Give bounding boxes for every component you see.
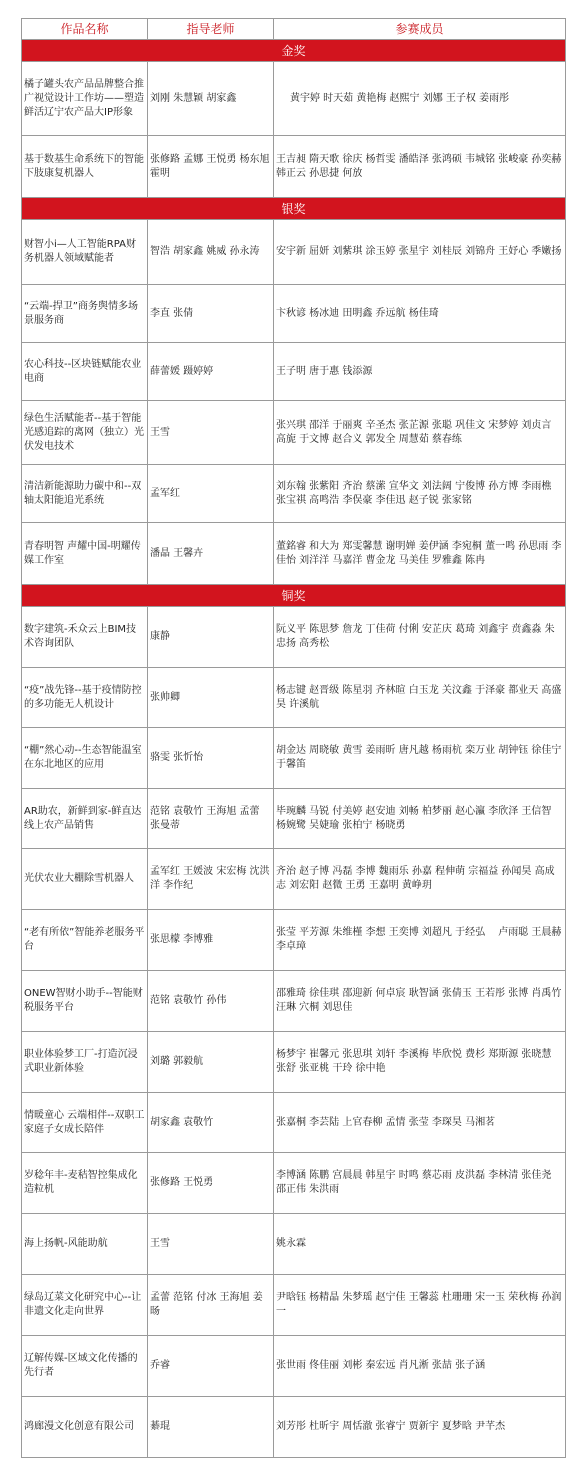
table-row [22, 1336, 566, 1397]
work-name: 绿色生活赋能者--基于智能光感追踪的离网（独立）光伏发电技术 [22, 401, 148, 465]
teacher-names: 刘璐 郭毅航 [148, 1032, 274, 1093]
work-name: AR助农，新鲜到家-鲜直达线上农产品销售 [22, 789, 148, 849]
member-names: 张兴琪 邵洋 于丽爽 辛圣杰 张芷源 张聪 巩佳文 宋梦婷 刘贞言 高旎 于文博 赵合义 郭发全 周慧茹 蔡春练 [274, 401, 566, 465]
table-row [22, 1093, 566, 1153]
teacher-names: 骆雯 张忻怡 [148, 728, 274, 789]
teacher-names: 王雪 [148, 1214, 274, 1275]
teacher-names: 乔睿 [148, 1336, 274, 1397]
table-row [22, 971, 566, 1032]
work-name: 情暖童心 云端相伴--双职工家庭子女成长陪伴 [22, 1093, 148, 1153]
work-name: 岁稔年丰-麦秸智控集成化造粒机 [22, 1153, 148, 1214]
member-names: 张嘉桐 李芸陆 上官春柳 孟情 张莹 李琛昊 马湘茗 [274, 1093, 566, 1153]
teacher-names: 张修路 王悦勇 [148, 1153, 274, 1214]
work-name: 光伏农业大棚除雪机器人 [22, 849, 148, 910]
member-names: 刘芳彤 杜昕宇 周恬澈 张睿宁 贾新宇 夏梦晗 尹芊杰 [274, 1397, 566, 1458]
member-names: 卞秋谚 杨冰迪 田明鑫 乔远航 杨佳琦 [274, 285, 566, 343]
awards-table [21, 18, 566, 1458]
member-names: 胡金达 周晓敏 黄雪 姜雨昕 唐凡越 杨雨杭 栾万业 胡钟钰 徐佳宁 于馨笛 [274, 728, 566, 789]
work-name: 辽解传媒-区域文化传播的先行者 [22, 1336, 148, 1397]
member-names: 张莹 平芳源 朱维槿 李想 王奕博 刘超凡 于经弘 卢雨聪 王晨赫 李卓璋 [274, 910, 566, 971]
table-row [22, 465, 566, 523]
table-row [22, 343, 566, 401]
table-row [22, 1397, 566, 1458]
teacher-names: 范铭 袁敬竹 王海旭 孟蕾 张曼蒂 [148, 789, 274, 849]
member-names: 李博涵 陈鹏 宫晨晨 韩星宇 时鸣 蔡芯雨 皮洪磊 李林清 张佳尧 邵正伟 朱洪雨 [274, 1153, 566, 1214]
member-names: 董銘睿 和大为 郑雯馨慧 谢明婵 姜伊涵 李宛桐 董一鸣 孙思雨 李佳怡 刘洋洋 马嘉洋 曹金龙 马美佳 罗雅鑫 陈冉 [274, 523, 566, 585]
work-name: 基于数基生命系统下的智能下肢康复机器人 [22, 136, 148, 198]
member-names: 齐治 赵子博 冯磊 李博 魏雨乐 孙嘉 程伸萌 宗福益 孙闻昊 高成志 刘宏阳 赵微 王勇 王嘉明 黄峥玥 [274, 849, 566, 910]
work-name: “云端-捍卫”商务舆情多场景服务商 [22, 285, 148, 343]
table-row [22, 849, 566, 910]
table-row [22, 220, 566, 285]
member-names: 安宇新 屈妍 刘紫琪 涂玉婷 张星宇 刘桂辰 刘锦舟 王妤心 季嫩扬 [274, 220, 566, 285]
work-name: 农心科技--区块链赋能农业电商 [22, 343, 148, 401]
work-name: 橘子罐头农产品品牌整合推广视觉设计工作坊——塑造鲜活辽宁农产品大IP形象 [22, 62, 148, 136]
header-work: 作品名称 [22, 19, 148, 40]
member-names: 刘东翰 张紫阳 齐治 蔡潆 宣华文 刘法阔 宁俊博 孙方博 李雨樵 张宝祺 高鸣浩 李俣豪 李佳迅 赵子锐 张家铭 [274, 465, 566, 523]
table-row [22, 62, 566, 136]
table-row [22, 523, 566, 585]
member-names: 尹晗钰 杨精晶 朱梦瑶 赵宁佳 王馨蕊 杜珊珊 宋一玉 荣秋梅 孙润一 [274, 1275, 566, 1336]
teacher-names: 潘晶 王馨卉 [148, 523, 274, 585]
table-row [22, 668, 566, 728]
work-name: 鸿廊漫文化创意有限公司 [22, 1397, 148, 1458]
table-row [22, 1153, 566, 1214]
teacher-names: 孟军红 王媛波 宋宏梅 沈洪洋 李作纪 [148, 849, 274, 910]
work-name: 职业体验梦工厂-打造沉浸式职业新体验 [22, 1032, 148, 1093]
table-row [22, 607, 566, 668]
work-name: “老有所依”智能养老服务平台 [22, 910, 148, 971]
teacher-names: 薛蕾媛 蹑婷婷 [148, 343, 274, 401]
award-row-silver [22, 198, 566, 220]
work-name: 海上扬帆-风能助航 [22, 1214, 148, 1275]
teacher-names: 康静 [148, 607, 274, 668]
teacher-names: 张修路 孟娜 王悦勇 杨东旭 霍明 [148, 136, 274, 198]
member-names: 王子明 唐于惠 钱添源 [274, 343, 566, 401]
member-names: 张世雨 佟佳丽 刘彬 秦宏远 肖凡淅 张喆 张子涵 [274, 1336, 566, 1397]
award-label: 铜奖 [22, 585, 566, 607]
table-row [22, 789, 566, 849]
member-names: 黄宇婷 时天茹 黄艳梅 赵熙宁 刘娜 王子权 姜雨彤 [274, 62, 566, 136]
work-name: 数字建筑-禾众云上BIM技术咨询团队 [22, 607, 148, 668]
header-members: 参赛成员 [274, 19, 566, 40]
header-teacher: 指导老师 [148, 19, 274, 40]
work-name: 绿岛辽菜文化研究中心--让非遗文化走向世界 [22, 1275, 148, 1336]
work-name: 清洁新能源助力碳中和--双轴太阳能追光系统 [22, 465, 148, 523]
member-names: 杨梦宇 崔馨元 张思琪 刘轩 李溪梅 毕欣悦 费杉 郑斯源 张晓慧 张舒 张亚桃 干玲 徐中艳 [274, 1032, 566, 1093]
teacher-names: 胡家鑫 袁敬竹 [148, 1093, 274, 1153]
member-names: 毕琬麟 马锐 付美婷 赵安迪 刘畅 柏梦丽 赵心瀛 李欣泽 王信智 杨婉鹭 吴婕瑜 张柏宁 杨晓勇 [274, 789, 566, 849]
table-row [22, 1214, 566, 1275]
award-label: 金奖 [22, 40, 566, 62]
teacher-names: 智浩 胡家鑫 姚威 孙永涛 [148, 220, 274, 285]
teacher-names: 綦琨 [148, 1397, 274, 1458]
teacher-names: 张思檬 李博雅 [148, 910, 274, 971]
table-row [22, 728, 566, 789]
member-names: 杨志键 赵晋级 陈星羽 齐林暄 白玉龙 关汶鑫 于泽豪 都业天 高盛昊 许溪航 [274, 668, 566, 728]
member-names: 阮义平 陈思梦 詹龙 丁佳荷 付俐 安芷庆 葛琦 刘鑫宇 贲鑫淼 朱忠扬 高秀松 [274, 607, 566, 668]
member-names: 邵雅琦 徐佳琪 邵迎新 何卓宸 耿智涵 张倩玉 王若彤 张博 肖禹竹 汪琳 穴桐 刘思佳 [274, 971, 566, 1032]
table-header-row [22, 19, 566, 40]
teacher-names: 刘刚 朱慧颖 胡家鑫 [148, 62, 274, 136]
work-name: ONEW智财小助手--智能财税服务平台 [22, 971, 148, 1032]
member-names: 王吉昶 隋天歌 徐庆 杨哲雯 潘皓泽 张鸿硕 韦城铭 张峻豪 孙奕赫 韩正云 孙思捷 何放 [274, 136, 566, 198]
work-name: “疫”战先锋--基于疫情防控的多功能无人机设计 [22, 668, 148, 728]
teacher-names: 范铭 袁敬竹 孙伟 [148, 971, 274, 1032]
work-name: “棚”然心动--生态智能温室在东北地区的应用 [22, 728, 148, 789]
teacher-names: 王雪 [148, 401, 274, 465]
table-row [22, 401, 566, 465]
awards-table-container [21, 18, 565, 1458]
table-row [22, 1275, 566, 1336]
table-row [22, 136, 566, 198]
teacher-names: 张帅卿 [148, 668, 274, 728]
table-row [22, 910, 566, 971]
work-name: 财智小i—人工智能RPA财务机器人领域赋能者 [22, 220, 148, 285]
award-row-bronze [22, 585, 566, 607]
member-names: 姚永霖 [274, 1214, 566, 1275]
award-label: 银奖 [22, 198, 566, 220]
work-name: 青春明智 声耀中国-明耀传媒工作室 [22, 523, 148, 585]
teacher-names: 孟蕾 范铭 付冰 王海旭 姜旸 [148, 1275, 274, 1336]
table-row [22, 285, 566, 343]
teacher-names: 孟军红 [148, 465, 274, 523]
table-row [22, 1032, 566, 1093]
award-row-gold [22, 40, 566, 62]
teacher-names: 李直 张倩 [148, 285, 274, 343]
